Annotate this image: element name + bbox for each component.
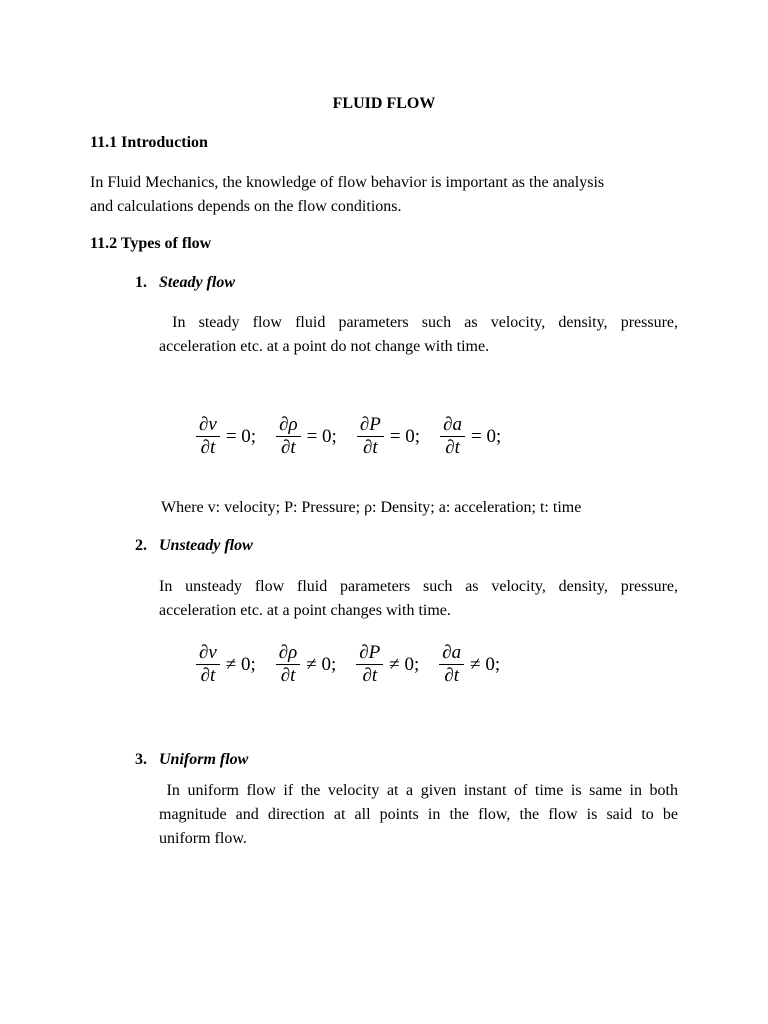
numerator: ∂ρ — [278, 642, 298, 663]
relation: ≠ 0; — [389, 653, 420, 675]
list-item-unsteady-flow — [135, 537, 253, 555]
numerator: ∂v — [199, 414, 217, 435]
fraction — [356, 642, 383, 687]
numerator: ∂a — [443, 414, 462, 435]
relation: = 0; — [470, 425, 502, 447]
steady-flow-paragraph — [159, 311, 678, 359]
intro-line: and calculations depends on the flow conditions. — [90, 198, 402, 215]
denominator: ∂t — [200, 437, 216, 458]
denominator: ∂t — [444, 665, 460, 686]
list-number: 1. — [135, 274, 147, 291]
relation: ≠ 0; — [225, 653, 256, 675]
list-item-steady-flow — [135, 274, 235, 292]
list-label: Uniform flow — [159, 751, 249, 768]
fraction — [357, 414, 384, 459]
relation: ≠ 0; — [470, 653, 501, 675]
section-heading-introduction: 11.1 Introduction — [90, 134, 208, 151]
intro-paragraph — [90, 171, 690, 219]
denominator: ∂t — [445, 437, 460, 458]
numerator: ∂a — [442, 642, 462, 663]
denominator: ∂t — [363, 437, 378, 458]
denominator: ∂t — [281, 437, 296, 458]
paragraph-line: magnitude and direction at all points in the flow, the flow is said to be — [159, 806, 678, 823]
steady-flow-equation — [194, 414, 519, 459]
list-number: 3. — [135, 751, 147, 768]
unsteady-flow-equation — [194, 642, 518, 687]
denominator: ∂t — [362, 665, 378, 686]
list-number: 2. — [135, 537, 147, 554]
fraction — [196, 642, 220, 687]
fraction — [276, 414, 301, 459]
paragraph-line: uniform flow. — [159, 830, 247, 847]
intro-line: In Fluid Mechanics, the knowledge of flow behavior is important as the analysis — [90, 174, 605, 191]
paragraph-line: In unsteady flow fluid parameters such as velocity, density, pressure, — [159, 578, 678, 595]
numerator: ∂v — [199, 642, 217, 663]
fraction — [440, 414, 465, 459]
fraction — [439, 642, 464, 687]
list-label: Steady flow — [159, 274, 235, 291]
numerator: ∂P — [359, 414, 381, 435]
relation: = 0; — [306, 425, 337, 447]
paragraph-line: acceleration etc. at a point do not change with time. — [159, 338, 490, 355]
uniform-flow-paragraph — [159, 779, 678, 851]
fraction — [196, 414, 220, 459]
variable-definitions: Where v: velocity; P: Pressure; ρ: Density; a: acceleration; t: time — [161, 499, 582, 516]
denominator: ∂t — [200, 665, 216, 686]
numerator: ∂ρ — [279, 414, 298, 435]
paragraph-line: In steady flow fluid parameters such as velocity, density, pressure, — [159, 314, 678, 331]
paragraph-line: acceleration etc. at a point changes with time. — [159, 602, 451, 619]
relation: = 0; — [225, 425, 257, 447]
relation: = 0; — [389, 425, 421, 447]
list-item-uniform-flow — [135, 751, 248, 769]
section-heading-types-of-flow: 11.2 Types of flow — [90, 235, 212, 252]
denominator: ∂t — [280, 665, 296, 686]
unsteady-flow-paragraph — [159, 575, 678, 623]
list-label: Unsteady flow — [159, 537, 253, 554]
relation: ≠ 0; — [306, 653, 337, 675]
page-title: FLUID FLOW — [332, 95, 436, 112]
numerator: ∂P — [359, 642, 381, 663]
fraction — [276, 642, 301, 687]
paragraph-line: In uniform flow if the velocity at a given instant of time is same in both — [159, 782, 678, 799]
